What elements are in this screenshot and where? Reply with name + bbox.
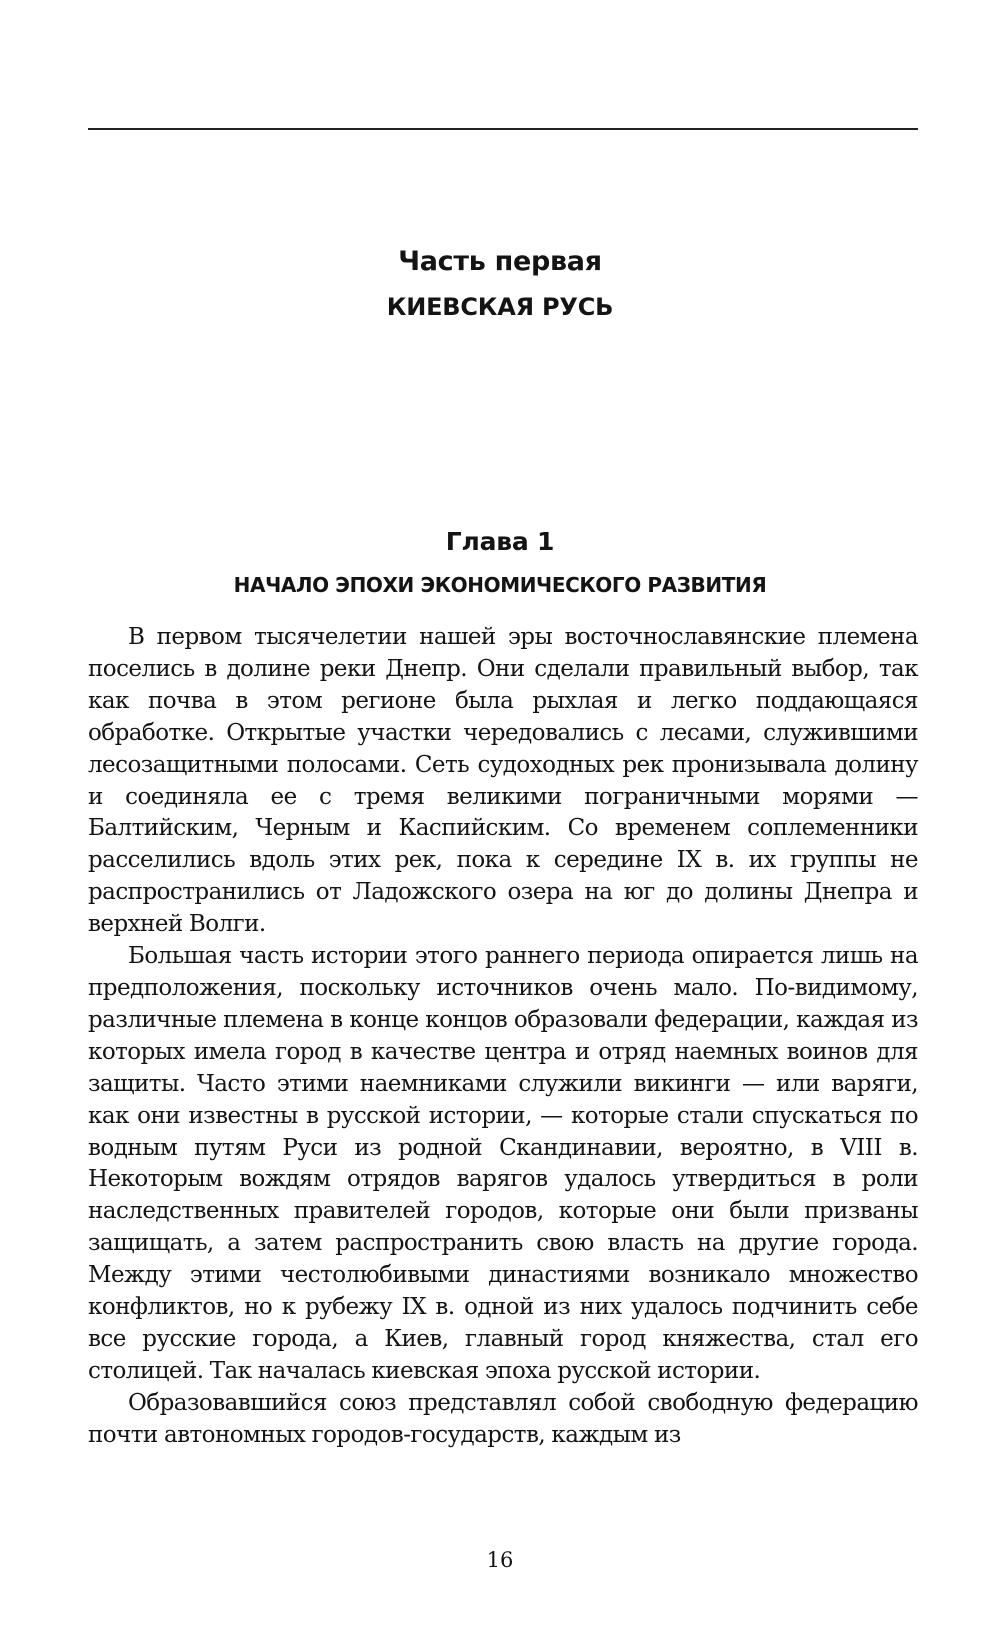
chapter-body — [88, 622, 918, 1452]
part-title: КИЕВСКАЯ РУСЬ — [386, 293, 614, 321]
chapter-heading — [0, 527, 1000, 598]
part-label: Часть первая — [398, 246, 602, 277]
page-number: 16 — [486, 1548, 514, 1572]
paragraph-1: В первом тысячелетии нашей эры восточнославянские племена поселись в долине реки Днепр. Они сделали правильный выбор, так как почва в этом регионе была рыхлая и легко поддающаяся обработке. Открытые участки чередовались с лесами, служившими лесозащитными полосами. Сеть судоходных рек пронизывала долину и соединяла ее с тремя великими пограничными морями — Балтийским, Черным и Каспийским. Со временем соплеменники расселились вдоль этих рек, пока к середине IX в. их группы не распространились от Ладожского озера на юг до долины Днепра и верхней Волги. — [88, 624, 918, 938]
chapter-title: НАЧАЛО ЭПОХИ ЭКОНОМИЧЕСКОГО РАЗВИТИЯ — [233, 573, 767, 597]
paragraph-3: Образовавшийся союз представлял собой свободную федерацию почти автономных городов-государств, каждым из — [88, 1389, 918, 1448]
header-rule — [88, 128, 918, 130]
paragraph-2: Большая часть истории этого раннего периода опирается лишь на предположения, поскольку источников очень мало. По-видимому, различные племена в конце концов образовали федерации, каждая из которых имела город в качестве центра и отряд наемных воинов для защиты. Часто этими наемниками служили викинги — или варяги, как они известны в русской истории, — которые стали спускаться по водным путям Руси из родной Скандинавии, вероятно, в VIII в. Некоторым вождям отрядов варягов удалось утвердиться в роли наследственных правителей городов, которые они были призваны защищать, а затем распространить свою власть на другие города. Между этими честолюбивыми династиями возникало множество конфликтов, но к рубежу IX в. одной из них удалось подчинить себе все русские города, а Киев, главный город княжества, стал его столицей. Так началась киевская эпоха русской истории. — [88, 943, 918, 1384]
chapter-label: Глава 1 — [445, 527, 555, 556]
part-heading — [0, 245, 1000, 322]
